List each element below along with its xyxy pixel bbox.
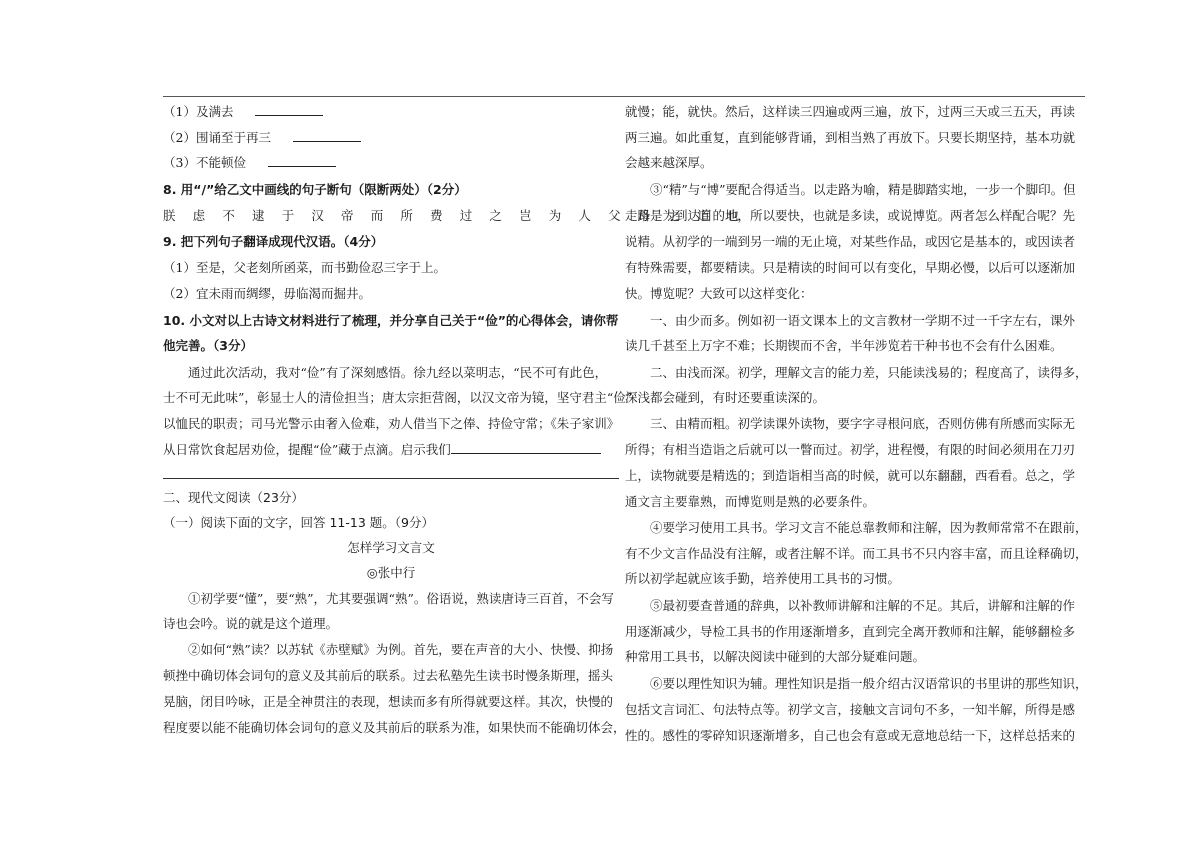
q9-item-2: （2）宜未雨而绸缪，毋临渴而掘井。 (163, 286, 371, 301)
right-line-9: 一、由少而多。例如初一语文课本上的文言教材一学期不过一千字左右，课外 (625, 313, 1076, 328)
q7-item-1 (163, 104, 323, 120)
q7-item-2 (163, 130, 361, 146)
right-line-25: 性的。感性的零碎知识逐渐增多，自己也会有意或无意地总结一下，这样总括来的 (625, 728, 1076, 743)
q10-body-line-2: 士不可无此味”，彰显士人的清俭担当；唐太宗拒营阁，以汉文帝为镜，坚守君主“俭” (163, 390, 633, 405)
right-line-20: ⑤最初要查普通的辞典，以补教师讲解和注解的不足。其后，讲解和注解的作 (625, 598, 1076, 613)
right-line-21: 用逐渐减少，导检工具书的作用逐渐增多，直到完全离开教师和注解，能够翻检多 (625, 624, 1076, 639)
q10-body-line-4 (163, 442, 601, 458)
right-line-12: 深浅都会碰到，有时还要重读深的。 (625, 390, 826, 405)
article-title: 怎样学习文言文 (347, 540, 435, 555)
answer-blank[interactable] (255, 105, 323, 116)
section2-heading: 二、现代文阅读（23分） (163, 490, 304, 505)
right-line-2: 两三遍。如此重复，直到能够背诵，到相当熟了再放下。只要长期坚持，基本功就 (625, 130, 1076, 145)
q7-item-2-label: （2）围诵至于再三 (163, 130, 271, 145)
right-line-1: 就慢；能，就快。然后，这样读三四遍或两三遍，放下，过两三天或三五天，再读 (625, 104, 1076, 119)
q7-item-1-label: （1）及满去 (163, 104, 234, 119)
top-rule (163, 96, 1085, 97)
q10-heading-line1: 10. 小文对以上古诗文材料进行了梳理，并分享自己关于“俭”的心得体会，请你帮 (163, 313, 619, 328)
right-line-15: 上，读物就要是精选的；到造诣相当高的时候，就可以东翻翻，西看看。总之，学 (625, 468, 1076, 483)
answer-line[interactable] (163, 478, 619, 479)
right-line-10: 读几千甚至上万字不难；长期锲而不舍，半年涉览若干种书也不会有什么困难。 (625, 338, 1063, 353)
q9-heading: 9. 把下列句子翻译成现代汉语。（4分） (163, 234, 384, 249)
q8-heading: 8. 用“/”给乙文中画线的句子断句（限断两处）（2分） (163, 182, 467, 197)
q9-item-1: （1）至是，父老刻所函菜，而书勤俭忍三字于上。 (163, 260, 446, 275)
right-line-24: 包括文言词汇、句法特点等。初学文言，接触文言词句不多，一知半解，所得是感 (625, 702, 1076, 717)
article-line-3: ②如何“熟”读？以苏轼《赤壁赋》为例。首先，要在声音的大小、快慢、抑扬 (163, 642, 614, 657)
answer-blank[interactable] (293, 131, 361, 142)
q10-body-line-1: 通过此次活动，我对“俭”有了深刻感悟。徐九经以菜明志，“民不可有此色， (163, 365, 608, 380)
right-line-13: 三、由精而粗。初学读课外读物，要字字寻根问底，否则仿佛有所感而实际无 (625, 416, 1076, 431)
right-line-23: ⑥要以理性知识为辅。理性知识是指一般介绍古汉语常识的书里讲的那些知识， (625, 676, 1088, 691)
q10-heading-line2: 他完善。（3分） (163, 338, 253, 353)
right-line-17: ④要学习使用工具书。学习文言不能总靠教师和注解，因为教师常常不在跟前， (625, 520, 1088, 535)
q7-item-3-label: （3）不能顿俭 (163, 155, 246, 170)
right-line-4: ③“精”与“博”要配合得适当。以走路为喻，精是脚踏实地，一步一个脚印。但 (625, 182, 1076, 197)
article-line-5: 晃脑，闭目吟咏，正是全神贯注的表现，想读而多有所得就要这样。其次，快慢的 (163, 694, 614, 709)
right-line-16: 通文言主要靠熟，而博览则是熟的必要条件。 (625, 494, 876, 509)
right-line-5: 走路是为到达目的地，所以要快，也就是多读，或说博览。两者怎么样配合呢？先 (625, 208, 1076, 223)
right-line-8: 快。博览呢？大致可以这样变化： (625, 286, 813, 301)
q10-body-line-3: 以恤民的职责；司马光警示由奢入俭难，劝人借当下之俸、持俭守常；《朱子家训》 (163, 416, 620, 431)
q8-sentence (163, 208, 746, 224)
answer-blank[interactable] (268, 156, 336, 167)
q10-body-line-4-text: 从日常饮食起居劝俭，提醒“俭”藏于点滴。启示我们 (163, 442, 451, 457)
article-line-1: ①初学要“懂”，要“熟”，尤其要强调“熟”。俗语说，熟读唐诗三百首，不会写 (163, 591, 614, 606)
answer-blank[interactable] (451, 443, 601, 454)
right-line-6: 说精。从初学的一端到另一端的无止境，对某些作品，或因它是基本的，或因读者 (625, 234, 1076, 249)
article-author: ◎张中行 (366, 565, 416, 580)
right-line-22: 种常用工具书，以解决阅读中碰到的大部分疑难问题。 (625, 649, 926, 664)
right-line-11: 二、由浅而深。初学，理解文言的能力差，只能读浅易的；程度高了，读得多， (625, 365, 1088, 380)
right-line-14: 所得；有相当造诣之后就可以一瞥而过。初学，进程慢，有限的时间必须用在刀刃 (625, 442, 1076, 457)
q7-item-3 (163, 155, 336, 171)
section2-sub-heading: （一）阅读下面的文字，回答 11-13 题。（9分） (163, 515, 434, 530)
right-line-18: 有不少文言作品没有注解，或者注解不详。而工具书不只内容丰富，而且诠释确切， (625, 546, 1088, 561)
right-line-7: 有特殊需要，都要精读。只是精读的时间可以有变化，早期必慢，以后可以逐渐加 (625, 260, 1076, 275)
article-line-6: 程度要以能不能确切体会词句的意义及其前后的联系为准，如果快而不能确切体会， (163, 720, 626, 735)
q8-sentence-text: 朕 虑 不 逮 于 汉 帝 而 所 费 过 之 岂 为 人 父 母 之 道 也 (163, 208, 746, 223)
article-line-4: 顿挫中确切体会词句的意义及其前后的联系。过去私塾先生读书时慢条斯理，摇头 (163, 668, 614, 683)
article-line-2: 诗也会吟。说的就是这个道理。 (163, 616, 339, 631)
right-line-3: 会越来越深厚。 (625, 155, 713, 170)
right-line-19: 所以初学起就应该手勤，培养使用工具书的习惯。 (625, 571, 901, 586)
